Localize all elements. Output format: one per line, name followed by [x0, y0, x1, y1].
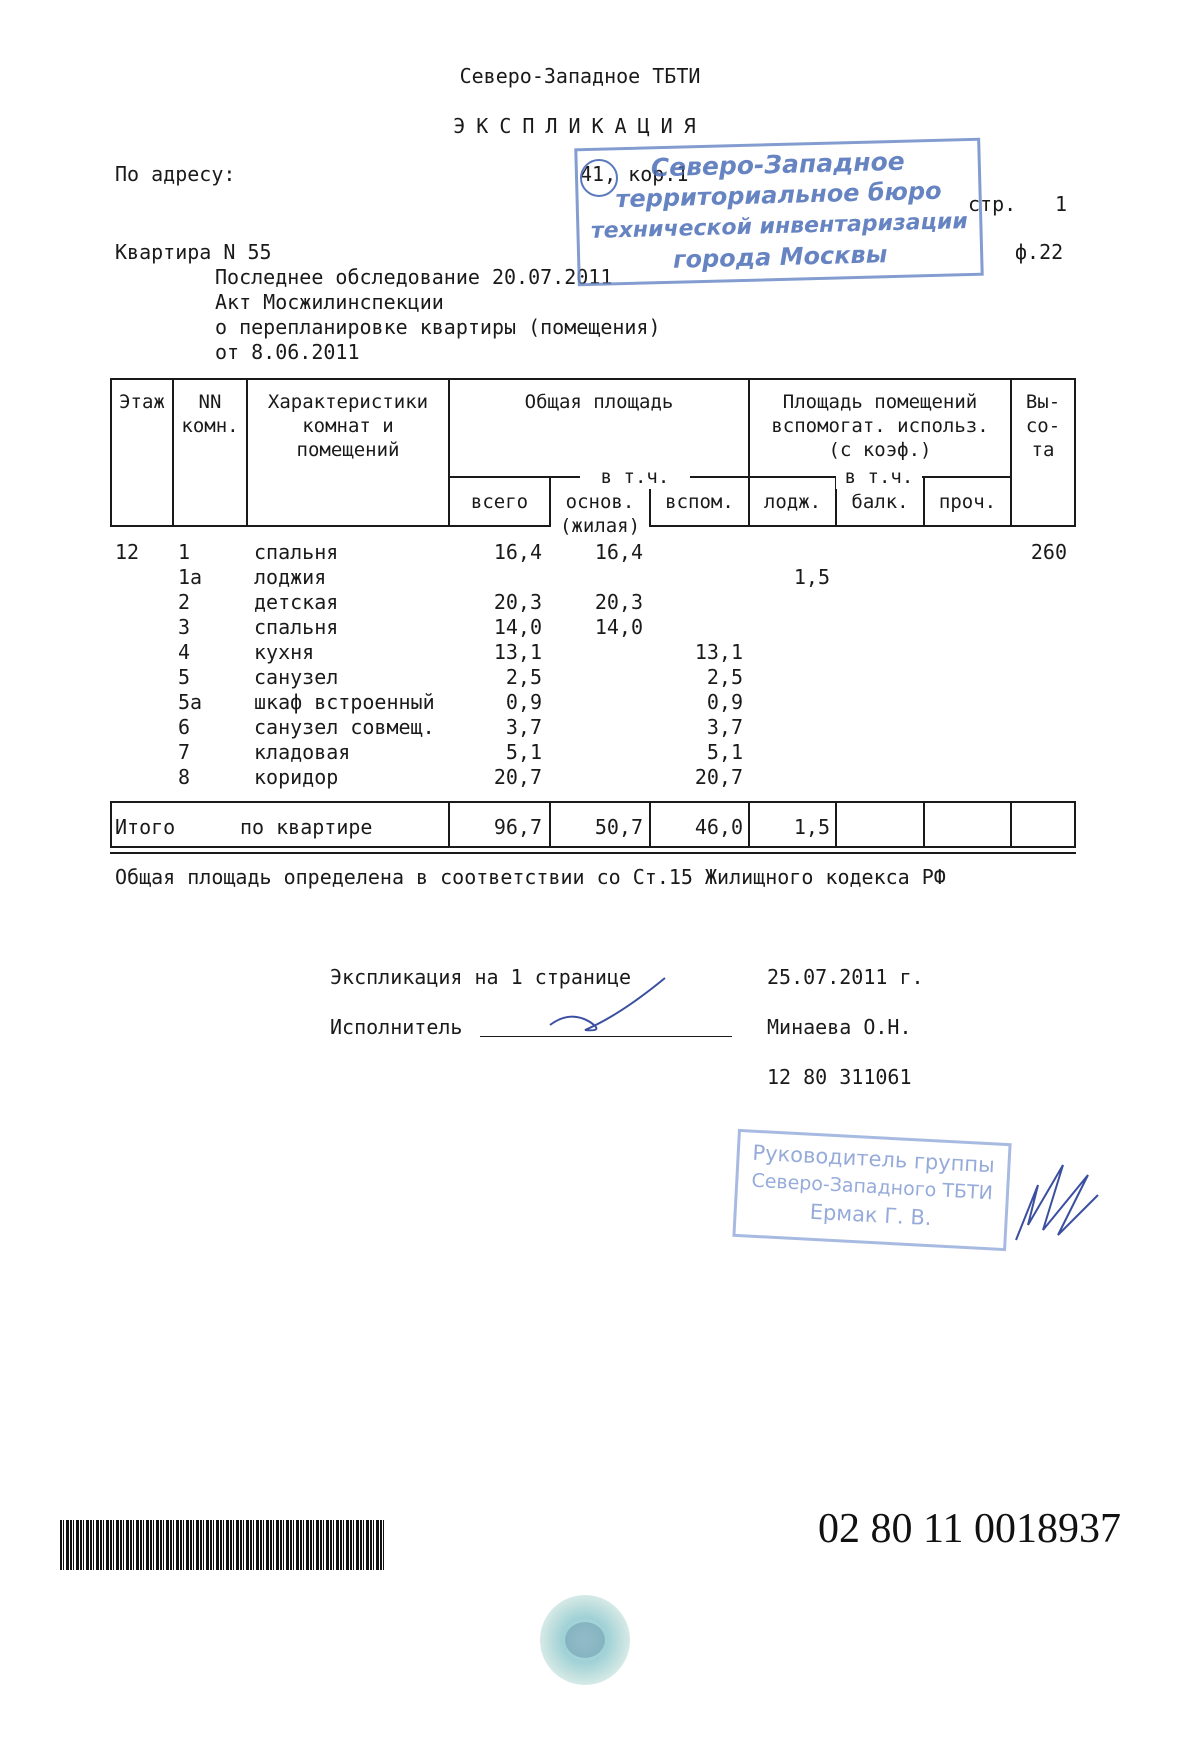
registration-code: 12 80 311061: [767, 1065, 912, 1089]
stamp2-line-2: Северо-Западного ТБТИ: [750, 1169, 994, 1205]
room-number: 7: [178, 740, 191, 764]
totals-label-apartment: по квартире: [240, 815, 373, 839]
manager-signature: [1008, 1155, 1103, 1250]
room-total-area: 13,1: [493, 640, 542, 664]
room-name: кладовая: [254, 740, 351, 764]
room-total-area: 14,0: [493, 615, 542, 639]
header-vline: [1074, 378, 1076, 527]
totals-vline: [835, 801, 837, 848]
stamp2-line-3: Ермак Г. В.: [809, 1199, 933, 1231]
act-line-2: о перепланировке квартиры (помещения): [215, 315, 661, 339]
header-balcony: балк.: [851, 491, 909, 513]
header-other: проч.: [938, 491, 997, 513]
room-number: 2: [178, 590, 191, 614]
room-aux-area: 20,7: [694, 765, 743, 789]
executor-name: Минаева О.Н.: [767, 1015, 912, 1039]
header-total-area: Общая площадь: [524, 391, 674, 413]
totals-vline: [1010, 801, 1012, 848]
room-number: 1: [178, 540, 191, 564]
stamp-line-3: технической инвентаризации: [590, 209, 969, 244]
room-total-area: 20,7: [493, 765, 542, 789]
floor-value: 12: [115, 540, 140, 564]
totals-total: 96,7: [493, 815, 542, 839]
stamp-line-1: Северо-Западное: [650, 146, 906, 183]
group-head-stamp: [732, 1129, 1011, 1251]
form-number: ф.22: [1015, 240, 1064, 264]
act-line-3: от 8.06.2011: [215, 340, 360, 364]
room-name: спальня: [254, 540, 339, 564]
room-number: 4: [178, 640, 191, 664]
room-total-area: 2,5: [505, 665, 542, 689]
header-main-living: основ. (жилая): [551, 490, 649, 538]
totals-label: Итого: [115, 815, 176, 839]
room-number: 8: [178, 765, 191, 789]
header-aux-area: Площадь помещений вспомогат. использ. (с коэф.): [771, 391, 989, 461]
totals-vline: [1074, 801, 1076, 848]
room-total-area: 20,3: [493, 590, 542, 614]
room-name: шкаф встроенный: [254, 690, 435, 714]
header-loggia: лодж.: [763, 491, 822, 513]
header-total: всего: [470, 491, 529, 513]
room-number: 3: [178, 615, 191, 639]
last-survey: Последнее обследование 20.07.2011: [215, 265, 613, 289]
room-name: коридор: [254, 765, 339, 789]
executor-label: Исполнитель: [330, 1015, 463, 1039]
stamp-line-2: территориальное бюро: [615, 176, 942, 214]
page-number: 1: [1055, 192, 1068, 216]
hologram-emblem: [565, 1622, 605, 1658]
room-name: санузел: [254, 665, 339, 689]
room-aux-area: 2,5: [706, 665, 743, 689]
totals-aux: 46,0: [694, 815, 743, 839]
room-main-area: 16,4: [594, 540, 643, 564]
room-name: спальня: [254, 615, 339, 639]
header-auxiliary: вспом.: [665, 491, 734, 513]
totals-top-line: [110, 801, 1076, 803]
totals-loggia: 1,5: [793, 815, 830, 839]
room-main-area: 20,3: [594, 590, 643, 614]
room-loggia-area: 1,5: [793, 565, 830, 589]
header-characteristics: Характеристики комнат и помещений: [267, 391, 429, 461]
page-label: стр.: [968, 192, 1017, 216]
act-line-1: Акт Мосжилинспекции: [215, 290, 444, 314]
header-floor: Этаж: [119, 391, 165, 413]
apartment-number: Квартира N 55: [115, 240, 272, 264]
totals-main: 50,7: [594, 815, 643, 839]
room-name: детская: [254, 590, 339, 614]
room-aux-area: 0,9: [706, 690, 743, 714]
header-incl-2: в т.ч.: [836, 465, 922, 489]
room-name: лоджия: [254, 565, 327, 589]
room-aux-area: 5,1: [706, 740, 743, 764]
room-number: 1а: [178, 565, 203, 589]
executor-signature: [530, 970, 670, 1040]
totals-bottom-line: [110, 846, 1076, 848]
room-total-area: 5,1: [505, 740, 542, 764]
document-date: 25.07.2011 г.: [767, 965, 924, 989]
room-number: 6: [178, 715, 191, 739]
room-total-area: 0,9: [505, 690, 542, 714]
organization-title: Северо-Западное ТБТИ: [459, 64, 701, 88]
room-name: кухня: [254, 640, 315, 664]
room-number: 5а: [178, 690, 203, 714]
document-title: ЭКСПЛИКАЦИЯ: [453, 114, 707, 138]
totals-vline: [110, 801, 112, 848]
totals-double-line: [110, 852, 1076, 854]
header-height: Вы- со- та: [1025, 391, 1061, 461]
table-border-top: [110, 378, 1076, 380]
header-room-number: NN комн.: [181, 391, 239, 437]
serial-number: 02 80 11 0018937: [818, 1506, 1121, 1552]
address-label: По адресу:: [115, 162, 236, 186]
room-total-area: 3,7: [505, 715, 542, 739]
area-note: Общая площадь определена в соответствии со Ст.15 Жилищного кодекса РФ: [115, 865, 946, 889]
organization-stamp: [574, 138, 983, 287]
stamp2-line-1: Руководитель группы: [751, 1140, 996, 1178]
room-name: санузел совмещ.: [254, 715, 435, 739]
room-main-area: 14,0: [594, 615, 643, 639]
room-aux-area: 13,1: [694, 640, 743, 664]
header-incl-1: в т.ч.: [580, 465, 690, 489]
height-value: 260: [1030, 540, 1067, 564]
barcode: [60, 1520, 384, 1570]
room-total-area: 16,4: [493, 540, 542, 564]
room-aux-area: 3,7: [706, 715, 743, 739]
totals-vline: [923, 801, 925, 848]
room-number: 5: [178, 665, 191, 689]
pages-text: Экспликация на 1 странице: [330, 965, 632, 989]
address-value: 41, кор.1: [580, 162, 689, 186]
stamp-line-4: города Москвы: [672, 240, 888, 274]
